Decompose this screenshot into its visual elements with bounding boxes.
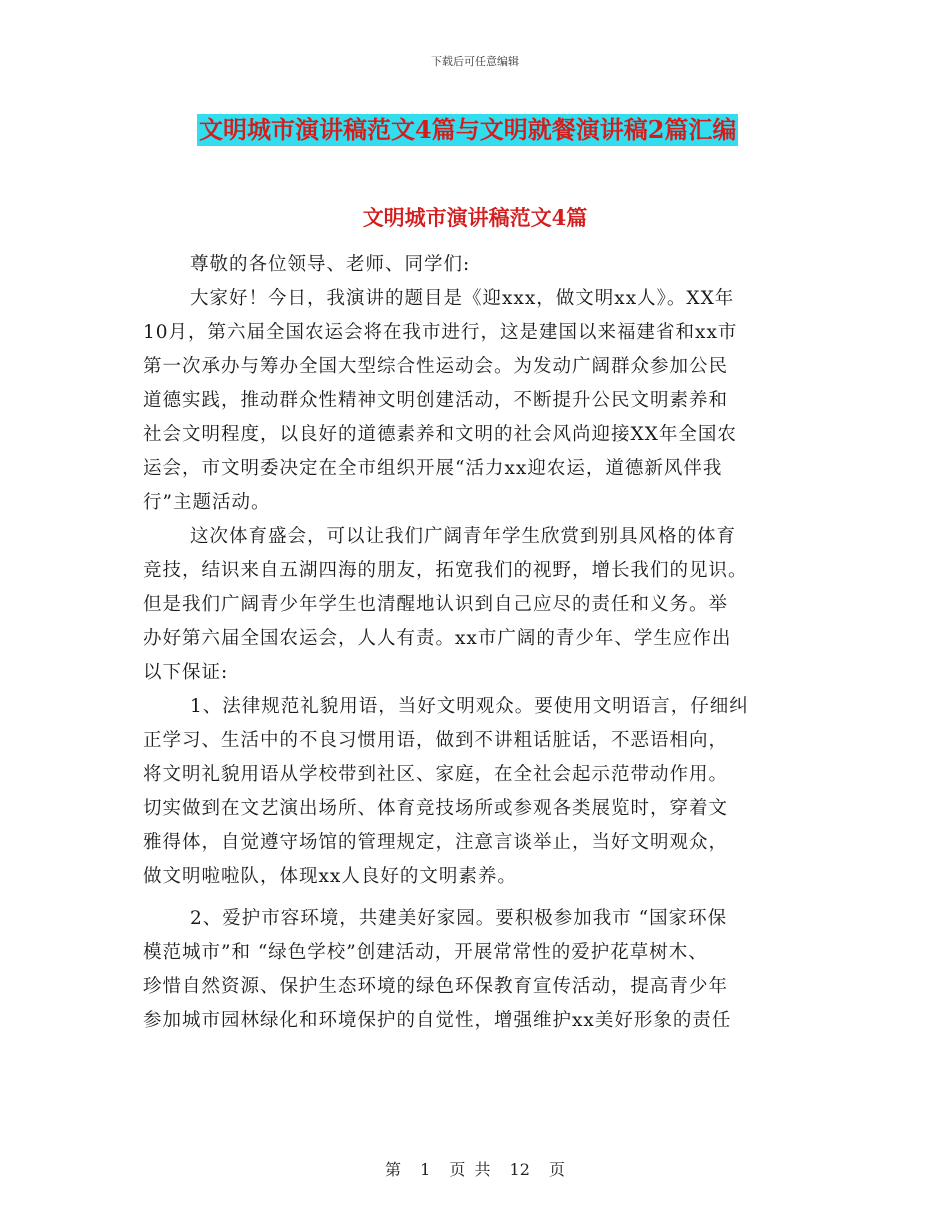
paragraph-line: 参加城市园林绿化和环境保护的自觉性，增强维护xx美好形象的责任 [143, 1010, 732, 1031]
paragraph-line: 办好第六届全国农运会，人人有责。xx市广阔的青少年、学生应作出 [143, 628, 732, 649]
paragraph-line: 大家好！今日，我演讲的题目是《迎xxx，做文明xx人》。XX年 [190, 288, 735, 309]
paragraph-gap [143, 894, 807, 902]
paragraph-line: 1、法律规范礼貌用语，当好文明观众。要使用文明语言，仔细纠 [190, 696, 749, 717]
paragraph-line: 竞技，结识来自五湖四海的朋友，拓宽我们的视野，增长我们的见识。 [143, 560, 748, 581]
page-footer [0, 1157, 950, 1180]
paragraph [143, 690, 807, 894]
paragraph-line: 10月，第六届全国农运会将在我市进行，这是建国以来福建省和xx市 [143, 322, 738, 343]
document-body [143, 248, 807, 1038]
paragraph-line: 但是我们广阔青少年学生也清醒地认识到自己应尽的责任和义务。举 [143, 594, 729, 615]
paragraph-line: 第一次承办与筹办全国大型综合性运动会。为发动广阔群众参加公民 [143, 356, 729, 377]
paragraph-line: 雅得体，自觉遵守场馆的管理规定，注意言谈举止，当好文明观众， [143, 832, 729, 853]
footer-page-number: 1 [420, 1160, 431, 1179]
section-title: 文明城市演讲稿范文4篇 [362, 205, 588, 230]
paragraph-line: 将文明礼貌用语从学校带到社区、家庭，在全社会起示范带动作用。 [143, 764, 729, 785]
footer-mid: 页 共 [449, 1160, 491, 1179]
paragraph-line: 做文明啦啦队，体现xx人良好的文明素养。 [143, 866, 517, 887]
paragraph [143, 520, 807, 690]
main-title: 文明城市演讲稿范文4篇与文明就餐演讲稿2篇汇编 [199, 115, 737, 144]
paragraph-line: 珍惜自然资源、保护生态环境的绿色环保教育宣传活动，提高青少年 [143, 976, 729, 997]
paragraph-line: 社会文明程度，以良好的道德素养和文明的社会风尚迎接XX年全国农 [143, 424, 737, 445]
footer-total-pages: 12 [509, 1160, 530, 1179]
header-note: 下载后可任意编辑 [431, 55, 519, 68]
paragraph-line: 切实做到在文艺演出场所、体育竞技场所或参观各类展览时，穿着文 [143, 798, 729, 819]
paragraph-line: 以下保证: [143, 662, 229, 683]
paragraph [143, 282, 807, 520]
footer-suffix: 页 [549, 1160, 566, 1179]
paragraph [143, 902, 807, 1038]
paragraph-line: 道德实践，推动群众性精神文明创建活动，不断提升公民文明素养和 [143, 390, 729, 411]
paragraph-line: 尊敬的各位领导、老师、同学们: [190, 254, 471, 275]
paragraph-line: 这次体育盛会，可以让我们广阔青年学生欣赏到别具风格的体育 [190, 526, 737, 547]
paragraph [143, 248, 807, 282]
paragraph-line: 模范城市”和 “绿色学校”创建活动，开展常常性的爱护花草树木、 [143, 942, 708, 963]
footer-prefix: 第 [384, 1160, 401, 1179]
paragraph-line: 行”主题活动。 [143, 492, 271, 513]
paragraph-line: 运会，市文明委决定在全市组织开展“活力xx迎农运，道德新风伴我 [143, 458, 723, 479]
paragraph-line: 2、爱护市容环境，共建美好家园。要积极参加我市 “国家环保 [190, 908, 728, 929]
paragraph-line: 正学习、生活中的不良习惯用语，做到不讲粗话脏话，不恶语相向， [143, 730, 729, 751]
